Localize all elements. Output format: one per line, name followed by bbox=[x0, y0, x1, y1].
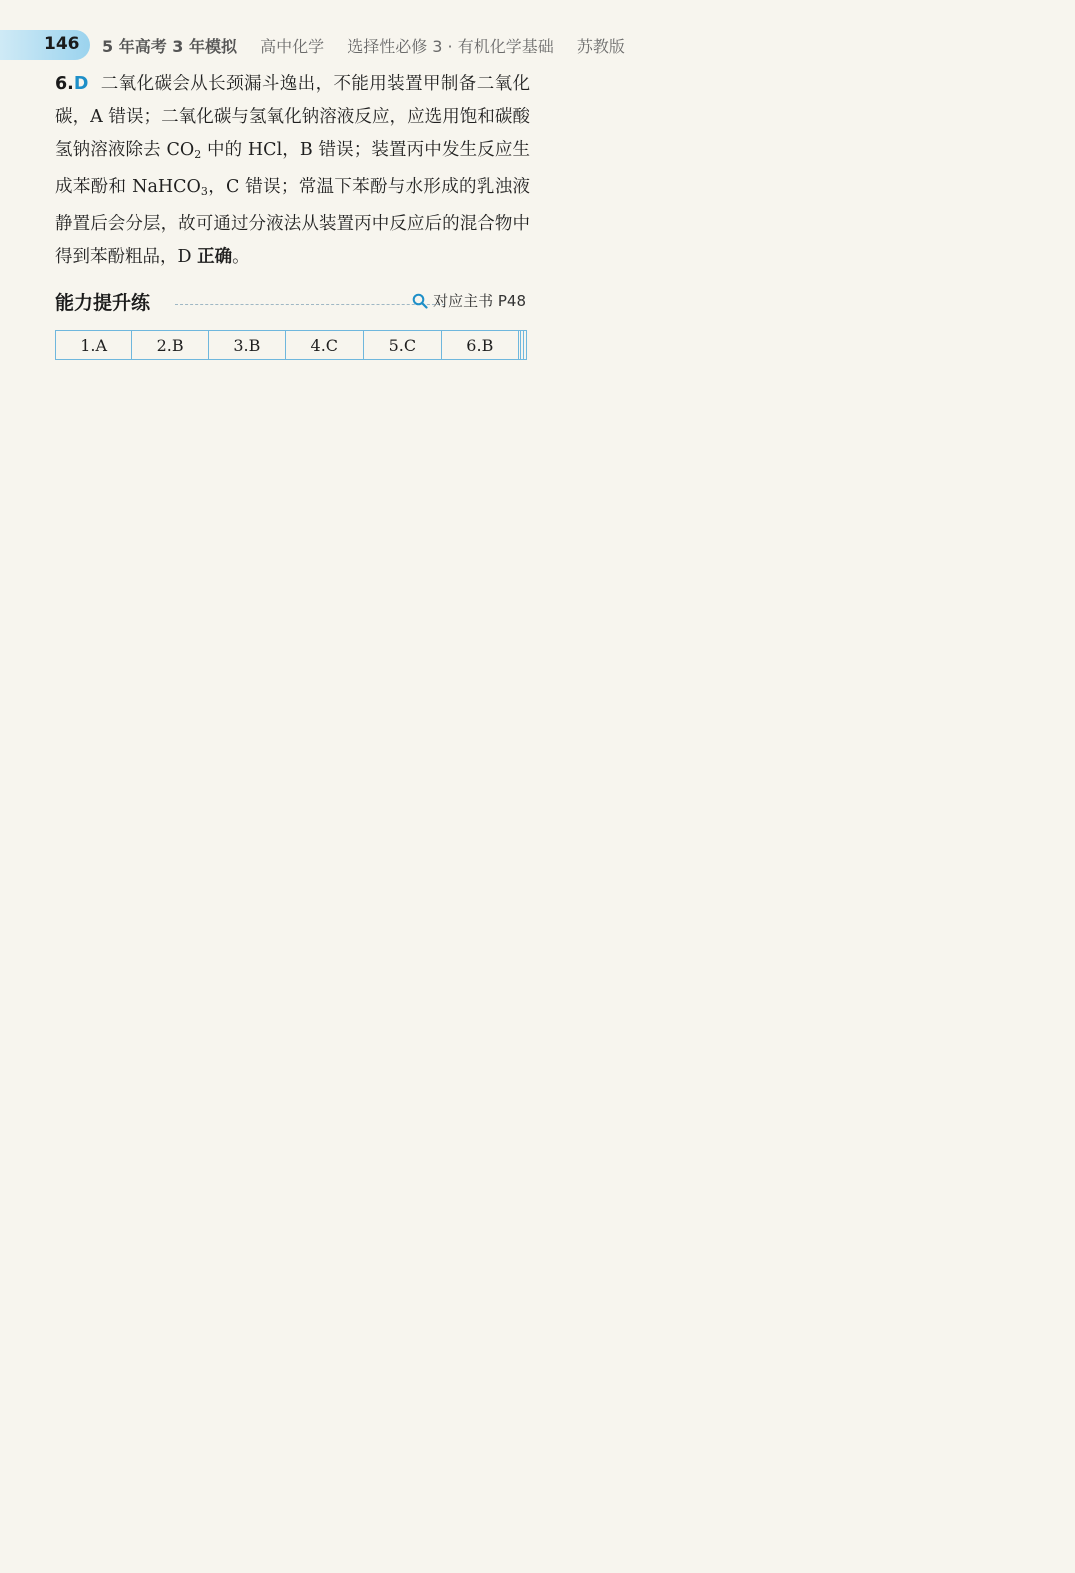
series-subject: 高中化学 bbox=[260, 37, 325, 56]
item-number: 6. bbox=[55, 74, 74, 94]
item-text-emphasis: 正确 bbox=[197, 247, 233, 267]
series-brand: 5 年高考 3 年模拟 bbox=[102, 37, 237, 56]
series-edition: 苏教版 bbox=[576, 37, 625, 56]
item-text: 。 bbox=[232, 247, 250, 267]
answer-cell: 3.B bbox=[208, 331, 285, 360]
search-icon bbox=[412, 293, 428, 309]
answer-cell: 6.B bbox=[441, 331, 518, 360]
answer-table bbox=[55, 330, 527, 360]
answer-cell: 1.A bbox=[56, 331, 132, 360]
section-title: 能力提升练 bbox=[55, 292, 151, 314]
section-reference bbox=[412, 290, 526, 311]
item-answer-letter: D bbox=[73, 74, 89, 94]
answer-item-6 bbox=[55, 68, 530, 274]
answer-cell: 5.C bbox=[363, 331, 441, 360]
section-reference-text: 对应主书 P48 bbox=[433, 292, 526, 310]
section-heading bbox=[55, 286, 530, 322]
item-text: 中的 HCl，B 错误；装置丙中发生反应生成苯酚和 NaHCO bbox=[55, 140, 530, 197]
item-text: ，C 错误；常温下苯酚与水形成的乳浊液静置后会分层，故可通过分液法从装置丙中反应后的混合物中得到苯酚粗品，D bbox=[55, 177, 531, 267]
answer-cell bbox=[524, 331, 527, 360]
subscript: 3 bbox=[200, 185, 208, 198]
subscript: 2 bbox=[194, 148, 202, 161]
item-text: 二氧化碳会从长颈漏斗逸出，不能用装置甲制备二氧化碳，A 错误；二氧化碳与氢氧化钠溶液反应，应选用饱和碳酸氢钠溶液除去 CO bbox=[55, 74, 530, 160]
page-number: 146 bbox=[44, 34, 80, 54]
page-header bbox=[0, 30, 1075, 64]
answer-cell: 2.B bbox=[132, 331, 209, 360]
series-book: 选择性必修 3 · 有机化学基础 bbox=[347, 37, 554, 56]
section-divider bbox=[175, 304, 445, 305]
answer-cell: 4.C bbox=[285, 331, 363, 360]
left-column bbox=[55, 68, 530, 360]
series-title-line bbox=[102, 34, 643, 57]
